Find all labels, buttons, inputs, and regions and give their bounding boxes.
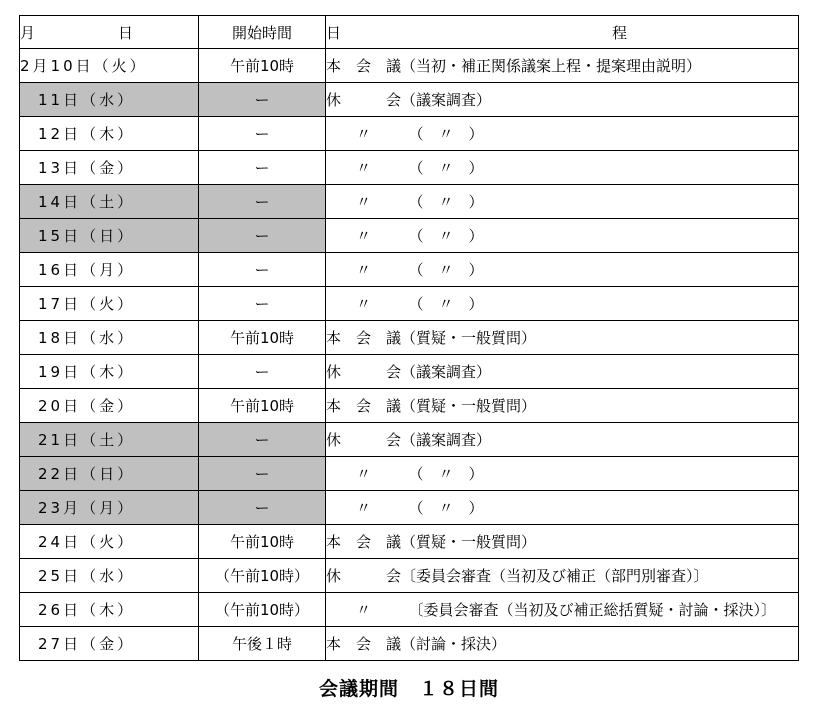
- row-start-time: 午前10時: [199, 389, 326, 423]
- row-start-time: ー: [199, 117, 326, 151]
- row-start-time: ー: [199, 253, 326, 287]
- row-schedule: 休 会（議案調査）: [326, 423, 799, 457]
- header-date: 月 日: [20, 16, 199, 49]
- row-date: 27日（金）: [20, 627, 199, 661]
- table-row: [20, 389, 799, 423]
- row-start-time: ー: [199, 423, 326, 457]
- header-schedule: 日 程: [326, 16, 799, 49]
- row-start-time: ー: [199, 83, 326, 117]
- row-date: 16日（月）: [20, 253, 199, 287]
- row-schedule: 〃 （ 〃 ）: [326, 185, 799, 219]
- row-schedule: 本 会 議（質疑・一般質問）: [326, 389, 799, 423]
- row-start-time: 午前10時: [199, 321, 326, 355]
- row-schedule: 本 会 議（討論・採決）: [326, 627, 799, 661]
- row-schedule: 〃 （ 〃 ）: [326, 457, 799, 491]
- row-start-time: ー: [199, 457, 326, 491]
- row-start-time: （午前10時）: [199, 559, 326, 593]
- table-row: [20, 117, 799, 151]
- row-date: 13日（金）: [20, 151, 199, 185]
- table-row: [20, 355, 799, 389]
- table-row: [20, 627, 799, 661]
- row-schedule: 本 会 議（当初・補正関係議案上程・提案理由説明）: [326, 49, 799, 83]
- row-start-time: 午前10時: [199, 525, 326, 559]
- table-row: [20, 491, 799, 525]
- row-date: 11日（水）: [20, 83, 199, 117]
- table-row: [20, 49, 799, 83]
- row-schedule: 〃 （ 〃 ）: [326, 219, 799, 253]
- table-row: [20, 525, 799, 559]
- row-date: 12日（木）: [20, 117, 199, 151]
- row-schedule: 〃 （ 〃 ）: [326, 117, 799, 151]
- row-date: 15日（日）: [20, 219, 199, 253]
- row-schedule: 〃 （ 〃 ）: [326, 253, 799, 287]
- row-date: 17日（火）: [20, 287, 199, 321]
- row-date: 25日（水）: [20, 559, 199, 593]
- row-date: 24日（火）: [20, 525, 199, 559]
- header-start-time: 開始時間: [199, 16, 326, 49]
- row-schedule: 休 会（議案調査）: [326, 355, 799, 389]
- table-row: [20, 287, 799, 321]
- row-date: 21日（土）: [20, 423, 199, 457]
- session-period-total: 会議期間 １８日間: [318, 678, 499, 700]
- row-date: 2月10日（火）: [20, 49, 199, 83]
- table-row: [20, 253, 799, 287]
- row-start-time: ー: [199, 151, 326, 185]
- row-date: 23月（月）: [20, 491, 199, 525]
- row-schedule: 休 会（議案調査）: [326, 83, 799, 117]
- table-row: [20, 185, 799, 219]
- table-row: [20, 219, 799, 253]
- table-row: [20, 457, 799, 491]
- session-schedule-table: [19, 15, 799, 661]
- row-start-time: ー: [199, 355, 326, 389]
- table-row: [20, 151, 799, 185]
- row-schedule: 休 会〔委員会審査（当初及び補正（部門別審査）〕: [326, 559, 799, 593]
- row-date: 22日（日）: [20, 457, 199, 491]
- row-start-time: （午前10時）: [199, 593, 326, 627]
- table-row: [20, 559, 799, 593]
- table-row: [20, 321, 799, 355]
- row-start-time: 午後１時: [199, 627, 326, 661]
- table-row: [20, 83, 799, 117]
- row-schedule: 〃 （ 〃 ）: [326, 287, 799, 321]
- row-date: 26日（木）: [20, 593, 199, 627]
- table-row: [20, 423, 799, 457]
- row-schedule: 〃 （ 〃 ）: [326, 491, 799, 525]
- row-schedule: 〃 （ 〃 ）: [326, 151, 799, 185]
- header-row: [20, 16, 799, 49]
- row-date: 19日（木）: [20, 355, 199, 389]
- row-start-time: ー: [199, 185, 326, 219]
- table-row: [20, 593, 799, 627]
- row-date: 18日（水）: [20, 321, 199, 355]
- row-date: 14日（土）: [20, 185, 199, 219]
- row-schedule: 〃 〔委員会審査（当初及び補正総括質疑・討論・採決）〕: [326, 593, 799, 627]
- row-start-time: ー: [199, 491, 326, 525]
- row-start-time: ー: [199, 287, 326, 321]
- row-date: 20日（金）: [20, 389, 199, 423]
- row-schedule: 本 会 議（質疑・一般質問）: [326, 525, 799, 559]
- row-start-time: 午前10時: [199, 49, 326, 83]
- row-start-time: ー: [199, 219, 326, 253]
- row-schedule: 本 会 議（質疑・一般質問）: [326, 321, 799, 355]
